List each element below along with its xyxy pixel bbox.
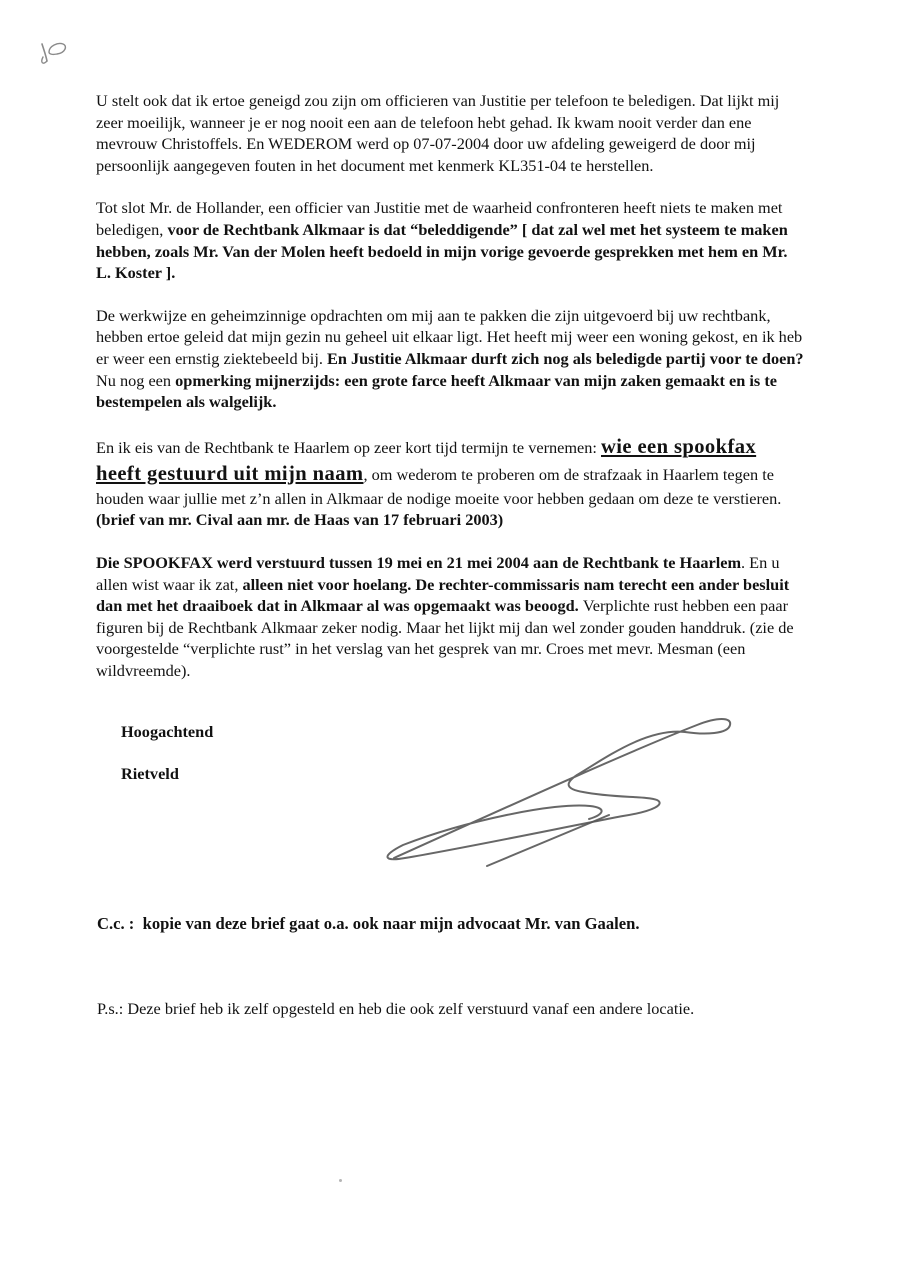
text-segment: , om wederom te proberen om de strafzaak in Haarlem tegen te houden waar jullie met z’n allen in Alkmaar de nodige moeite voor hebben gedaan om deze te verstieren.: [96, 464, 782, 508]
letter-content: [96, 90, 804, 1020]
letter-body: [96, 90, 804, 681]
handwritten-signature-icon: [375, 705, 795, 880]
text-segment: De werkwijze en geheimzinnige opdrachten om mij aan te pakken die zijn uitgevoerd bij uw rechtbank, hebben ertoe geleid dat mijn gezin nu geheel uit elkaar ligt. Het heeft mij weer een woning gekost, en ik heb er weer een ernstig ziektebeeld bij.: [96, 305, 803, 368]
text-segment: (brief van mr. Cival aan mr. de Haas van 17 februari 2003): [96, 510, 504, 530]
text-segment: U stelt ook dat ik ertoe geneigd zou zijn om officieren van Justitie per telefoon te beledigen. Dat lijkt mij zeer moeilijk, wanneer je er nog nooit een aan de telefoon hebt gehad. Ik kwam nooit verder dan ene mevrouw Christoffels. En WEDEROM werd op 07-07-2004 door uw afdeling geweigerd de door mij persoonlijk aangegeven fouten in het document met kenmerk KL351-04 te herstellen.: [96, 91, 780, 175]
text-segment: Tot slot Mr. de Hollander, een officier van Justitie met de waarheid confronteren heeft niets te maken met beledigen,: [96, 198, 783, 239]
text-segment: Verplichte rust hebben een paar figuren bij de Rechtbank Alkmaar zeker nodig. Maar het lijkt mij dan wel zonder gouden handdruk. (zie de voorgestelde “verplichte rust” in het verslag van het gesprek van mr. Croes met mevr. Mesman (een wildvreemde).: [96, 596, 794, 680]
text-segment: Nu nog een: [96, 370, 176, 390]
text-segment: alleen niet voor hoelang. De rechter-commissaris nam terecht een ander besluit dan met het draaiboek dat in Alkmaar al was opgemaakt was beoogd.: [96, 574, 790, 616]
handwritten-page-mark-icon: [36, 38, 76, 68]
paragraph: [96, 552, 804, 682]
text-segment: voor de Rechtbank Alkmaar is dat “beleddigende” [ dat zal wel met het systeem te maken hebben, zoals Mr. Van der Molen heeft bedoeld in mijn vorige gevoerde gesprekken met hem en Mr. L. Koster ].: [96, 219, 788, 283]
text-segment: opmerking mijnerzijds: een grote farce heeft Alkmaar van mijn zaken gemaakt en is te bestempelen als walgelijk.: [96, 370, 777, 412]
paragraph: [96, 305, 804, 413]
cc-line: C.c. : kopie van deze brief gaat o.a. ook naar mijn advocaat Mr. van Gaalen.: [97, 913, 640, 933]
text-segment: En ik eis van de Rechtbank te Haarlem op zeer kort tijd termijn te vernemen:: [96, 437, 601, 457]
text-segment: En Justitie Alkmaar durft zich nog als beledigde partij voor te doen?: [327, 348, 804, 368]
closing-salutation: Hoogachtend: [121, 722, 214, 742]
paragraph: [96, 197, 804, 283]
scan-speck: [339, 1179, 342, 1182]
closing-signer-name: Rietveld: [121, 764, 179, 784]
text-segment: wie een spookfax heeft gestuurd uit mijn naam: [96, 435, 757, 485]
text-segment: . En u allen wist waar ik zat,: [96, 552, 780, 594]
text-segment: Die SPOOKFAX werd verstuurd tussen 19 mei en 21 mei 2004 aan de Rechtbank te Haarlem: [96, 552, 742, 572]
paragraph: [96, 90, 804, 176]
paragraph: [96, 434, 804, 531]
ps-line: P.s.: Deze brief heb ik zelf opgesteld en heb die ook zelf verstuurd vanaf een andere locatie.: [97, 998, 695, 1018]
